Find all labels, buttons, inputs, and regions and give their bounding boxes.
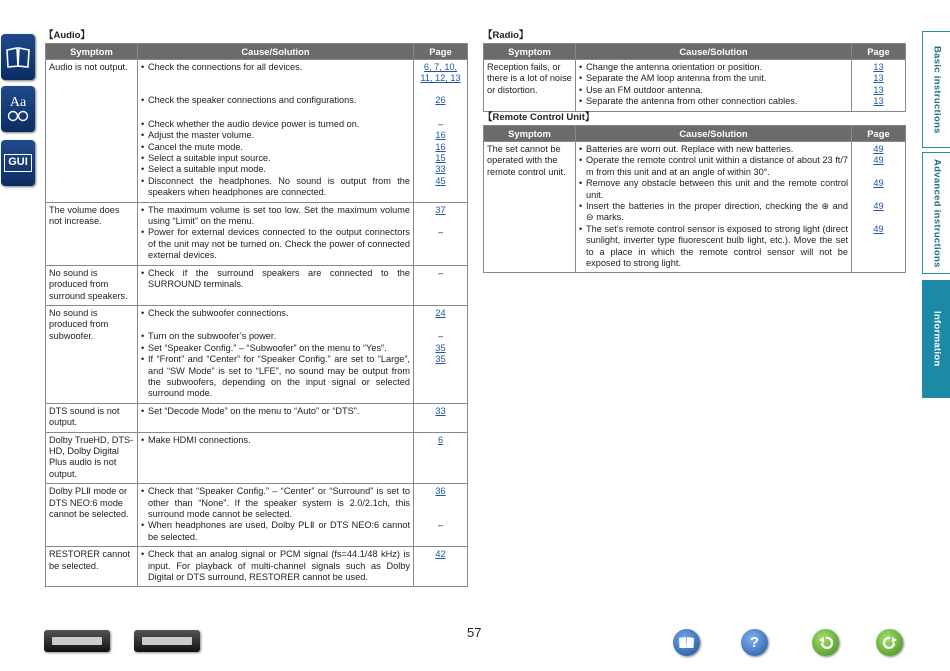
cause-cell — [138, 484, 414, 547]
table-row — [46, 60, 468, 203]
font-glossary-icon[interactable]: Aa — [1, 86, 35, 132]
solution-item: • Turn on the subwoofer’s power. — [141, 331, 277, 342]
cause-cell — [576, 142, 852, 273]
page-link[interactable]: 33 — [435, 164, 446, 175]
solution-item: • Adjust the master volume. — [141, 130, 255, 141]
gui-icon[interactable]: GUI — [1, 140, 35, 186]
table-row — [484, 142, 906, 273]
radio-section-title: 【Radio】 — [483, 30, 529, 41]
page-ref — [855, 190, 902, 201]
solution-item: • Check if the surround speakers are connected to the SURROUND terminals. — [141, 267, 410, 290]
remote-section-title: 【Remote Control Unit】 — [483, 112, 595, 123]
symptom-cell: No sound is produced from surround speakers. — [46, 265, 138, 305]
page-ref — [417, 498, 464, 509]
page-cell — [414, 265, 468, 305]
help-question-icon[interactable]: ? — [741, 629, 768, 656]
solution-item: • Make HDMI connections. — [141, 434, 251, 445]
page-link[interactable]: 49 — [873, 223, 884, 234]
cause-header: Cause/Solution — [576, 126, 852, 142]
page-link[interactable]: 26 — [435, 95, 446, 106]
solution-item: • Use an FM outdoor antenna. — [579, 84, 703, 95]
page-link[interactable]: 13 — [873, 62, 884, 72]
page-link[interactable]: 49 — [873, 200, 884, 211]
back-arrow-icon[interactable] — [812, 629, 839, 656]
cause-cell — [138, 432, 414, 484]
table-row — [46, 265, 468, 305]
solution-item: • Check whether the audio device power is turned on. — [141, 118, 360, 129]
manual-book-icon[interactable] — [1, 34, 35, 80]
symptom-cell: Audio is not output. — [46, 60, 138, 203]
page-cell — [852, 142, 906, 273]
audio-table — [45, 43, 468, 587]
solution-item: • The maximum volume is set too low. Set the maximum volume using “Limit” on the menu. — [141, 204, 410, 227]
symptom-cell: The volume does not increase. — [46, 202, 138, 265]
page-ref: – — [437, 118, 444, 129]
cause-cell — [138, 265, 414, 305]
page-ref: – — [437, 267, 444, 278]
page-link[interactable]: 37 — [435, 204, 446, 215]
solution-item: • Check the subwoofer connections. — [141, 307, 289, 318]
table-row — [46, 202, 468, 265]
page-link[interactable]: 49 — [873, 155, 884, 166]
remote-rows — [484, 142, 906, 273]
symptom-cell: No sound is produced from subwoofer. — [46, 305, 138, 403]
solution-item: • Select a suitable input mode. — [141, 164, 266, 175]
solution-item: • Disconnect the headphones. No sound is output from the speakers when headphones are connected. — [141, 175, 410, 198]
solution-item: • Insert the batteries in the proper direction, checking the ⊕ and ⊖ marks. — [579, 201, 848, 223]
page-link[interactable]: 33 — [435, 405, 446, 416]
solution-item: • Select a suitable input source. — [141, 153, 271, 164]
page-link[interactable]: 35 — [435, 354, 446, 365]
solution-item: • Cancel the mute mode. — [141, 141, 243, 152]
table-row — [46, 484, 468, 547]
page-ref — [855, 212, 902, 223]
page-cell — [414, 202, 468, 265]
page-cell — [414, 547, 468, 587]
page-link[interactable]: 16 — [435, 141, 446, 152]
page-ref — [417, 216, 464, 227]
page-ref: – — [437, 520, 444, 531]
tab-basic-instructions[interactable]: Basic instructions — [922, 31, 950, 148]
solution-item: • Set “Decode Mode” on the menu to “Auto” or “DTS”. — [141, 405, 360, 416]
tab-information[interactable]: Information — [922, 280, 950, 398]
cause-cell — [138, 305, 414, 403]
rear-panel-icon[interactable] — [134, 630, 200, 652]
solution-item: • Check that an analog signal or PCM signal (fs=44.1/48 kHz) is input. For playback of multi-channel signals such as Dolby Digital or DTS surround, RESTORER cannot be used. — [141, 549, 410, 583]
symptom-cell: The set cannot be operated with the remote control unit. — [484, 142, 576, 273]
tab-advanced-instructions[interactable]: Advanced instructions — [922, 152, 950, 274]
cause-cell — [138, 202, 414, 265]
page-ref — [855, 167, 902, 178]
symptom-cell: Dolby TrueHD, DTS-HD, Dolby Digital Plus audio is not output. — [46, 432, 138, 484]
symptom-cell: DTS sound is not output. — [46, 403, 138, 432]
radio-rows — [484, 60, 906, 112]
solution-item: • Separate the antenna from other connection cables. — [579, 96, 798, 107]
solution-item: • Operate the remote control unit within a distance of about 23 ft/7 m from this unit and at an angle of within 30°. — [579, 155, 848, 177]
solution-item: • Batteries are worn out. Replace with new batteries. — [579, 144, 794, 154]
remote-table — [483, 125, 906, 273]
page-link[interactable]: 36 — [435, 486, 446, 497]
solution-item: • Check the connections for all devices. — [141, 62, 303, 72]
page-link[interactable]: 13 — [873, 84, 884, 95]
symptom-header: Symptom — [484, 44, 576, 60]
solution-item: • Power for external devices connected to the output connectors of the unit may not be turned on. Check the power of connected external devices. — [141, 227, 410, 261]
symptom-cell: Dolby PLⅡ mode or DTS NEO:6 mode cannot be selected. — [46, 484, 138, 547]
symptom-header: Symptom — [484, 126, 576, 142]
page-header: Page — [852, 126, 906, 142]
page-number: 57 — [467, 625, 482, 640]
page-ref: – — [437, 227, 444, 238]
cause-cell — [138, 547, 414, 587]
cause-cell — [576, 60, 852, 112]
table-row — [46, 305, 468, 403]
page-cell — [414, 60, 468, 203]
page-header: Page — [852, 44, 906, 60]
solution-item: • Set “Speaker Config.” – “Subwoofer” on the menu to “Yes”. — [141, 342, 387, 353]
page-cell — [852, 60, 906, 112]
page-link[interactable]: 49 — [873, 178, 884, 189]
page-ref — [417, 509, 464, 520]
solution-item: • Check the speaker connections and configurations. — [141, 95, 357, 106]
page-link[interactable]: 24 — [435, 307, 446, 318]
page-cell — [414, 484, 468, 547]
table-row — [46, 403, 468, 432]
page-link[interactable]: 45 — [435, 175, 446, 186]
page-link[interactable]: 15 — [435, 152, 446, 163]
solution-item: • Check that “Speaker Config.” – “Center” or “Surround” is set to other than “None”. If the speaker system is 2.0/2.1ch, this surround mode cannot be selected. — [141, 486, 410, 519]
solution-item: • The set’s remote control sensor is exposed to strong light (direct sunlight, inverter type fluorescent bulb light, etc.). Move the set to a place in which the remote control sensor will not be exposed to strong light. — [579, 223, 848, 269]
cause-cell — [138, 403, 414, 432]
page-link[interactable]: 16 — [435, 130, 446, 141]
table-row — [484, 60, 906, 112]
solution-item: • Separate the AM loop antenna from the unit. — [579, 73, 767, 84]
page-cell — [414, 432, 468, 484]
page-cell — [414, 305, 468, 403]
audio-section-title: 【Audio】 — [44, 30, 90, 41]
table-row — [46, 547, 468, 587]
contents-book-icon[interactable] — [673, 629, 700, 656]
page-link[interactable]: 6 — [437, 434, 444, 445]
page-link[interactable]: 35 — [435, 342, 446, 353]
forward-arrow-icon[interactable] — [876, 629, 903, 656]
audio-rows — [46, 60, 468, 587]
cause-cell — [138, 60, 414, 203]
cause-header: Cause/Solution — [576, 44, 852, 60]
table-row — [46, 432, 468, 484]
page-link[interactable]: 13 — [873, 96, 884, 107]
page-link[interactable]: 49 — [873, 144, 884, 154]
symptom-header: Symptom — [46, 44, 138, 60]
solution-item: • Remove any obstacle between this unit and the remote control unit. — [579, 178, 848, 200]
symptom-cell: Reception fails, or there is a lot of noise or distortion. — [484, 60, 576, 112]
page-link[interactable]: 13 — [873, 73, 884, 84]
cause-header: Cause/Solution — [138, 44, 414, 60]
page-header: Page — [414, 44, 468, 60]
page-cell — [414, 403, 468, 432]
symptom-cell: RESTORER cannot be selected. — [46, 547, 138, 587]
front-panel-icon[interactable] — [44, 630, 110, 652]
radio-table — [483, 43, 906, 112]
page-link[interactable]: 6, 7, 10, 11, 12, 13 — [420, 62, 461, 84]
page-ref: – — [437, 331, 444, 342]
solution-item: • If “Front” and “Center” for “Speaker Config.” are set to “Large”, and “SW Mode” is set to “LFE”, no sound may be output from the subwoofers, depending on the input signal or selected surround mode. — [141, 354, 410, 399]
solution-item: • When headphones are used, Dolby PLⅡ or DTS NEO:6 cannot be selected. — [141, 520, 410, 542]
solution-item: • Change the antenna orientation or position. — [579, 62, 763, 72]
page-link[interactable]: 42 — [435, 549, 446, 560]
